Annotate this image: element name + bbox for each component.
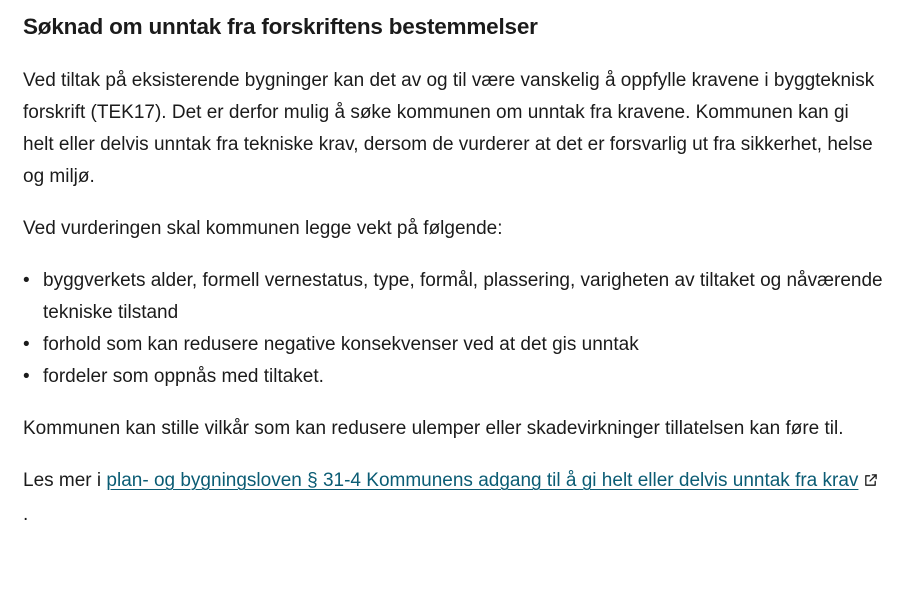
list-item: • byggverkets alder, formell vernestatus, type, formål, plassering, varigheten av tiltaket og nåværende tekniske tilstand (23, 265, 883, 329)
conditions-paragraph: Kommunen kan stille vilkår som kan redusere ulemper eller skadevirkninger tillatelsen kan føre til. (23, 418, 844, 439)
section-heading: Søknad om unntak fra forskriftens bestemmelser (23, 14, 538, 39)
law-link-text: plan- og bygningsloven § 31-4 Kommunens adgang til å gi helt eller delvis unntak fra krav (106, 470, 859, 491)
article-section (23, 0, 883, 531)
read-more-paragraph (23, 465, 883, 531)
list-item: • forhold som kan redusere negative konsekvenser ved at det gis unntak (23, 329, 883, 361)
list-item: • fordeler som oppnås med tiltaket. (23, 361, 883, 393)
assessment-intro-paragraph: Ved vurderingen skal kommunen legge vekt på følgende: (23, 218, 503, 239)
law-link[interactable] (106, 470, 878, 491)
external-link-icon (863, 467, 878, 499)
intro-paragraph: Ved tiltak på eksisterende bygninger kan det av og til være vanskelig å oppfylle kravene i byggteknisk forskrift (TEK17). Det er derfor mulig å søke kommunen om unntak fra kravene. Kommunen kan gi helt eller delvis unntak fra tekniske krav, dersom de vurderer at det er forsvarlig ut fra sikkerhet, helse og miljø. (23, 70, 875, 187)
read-more-suffix: . (23, 504, 29, 525)
read-more-prefix: Les mer i (23, 470, 107, 491)
criteria-list (23, 265, 883, 393)
